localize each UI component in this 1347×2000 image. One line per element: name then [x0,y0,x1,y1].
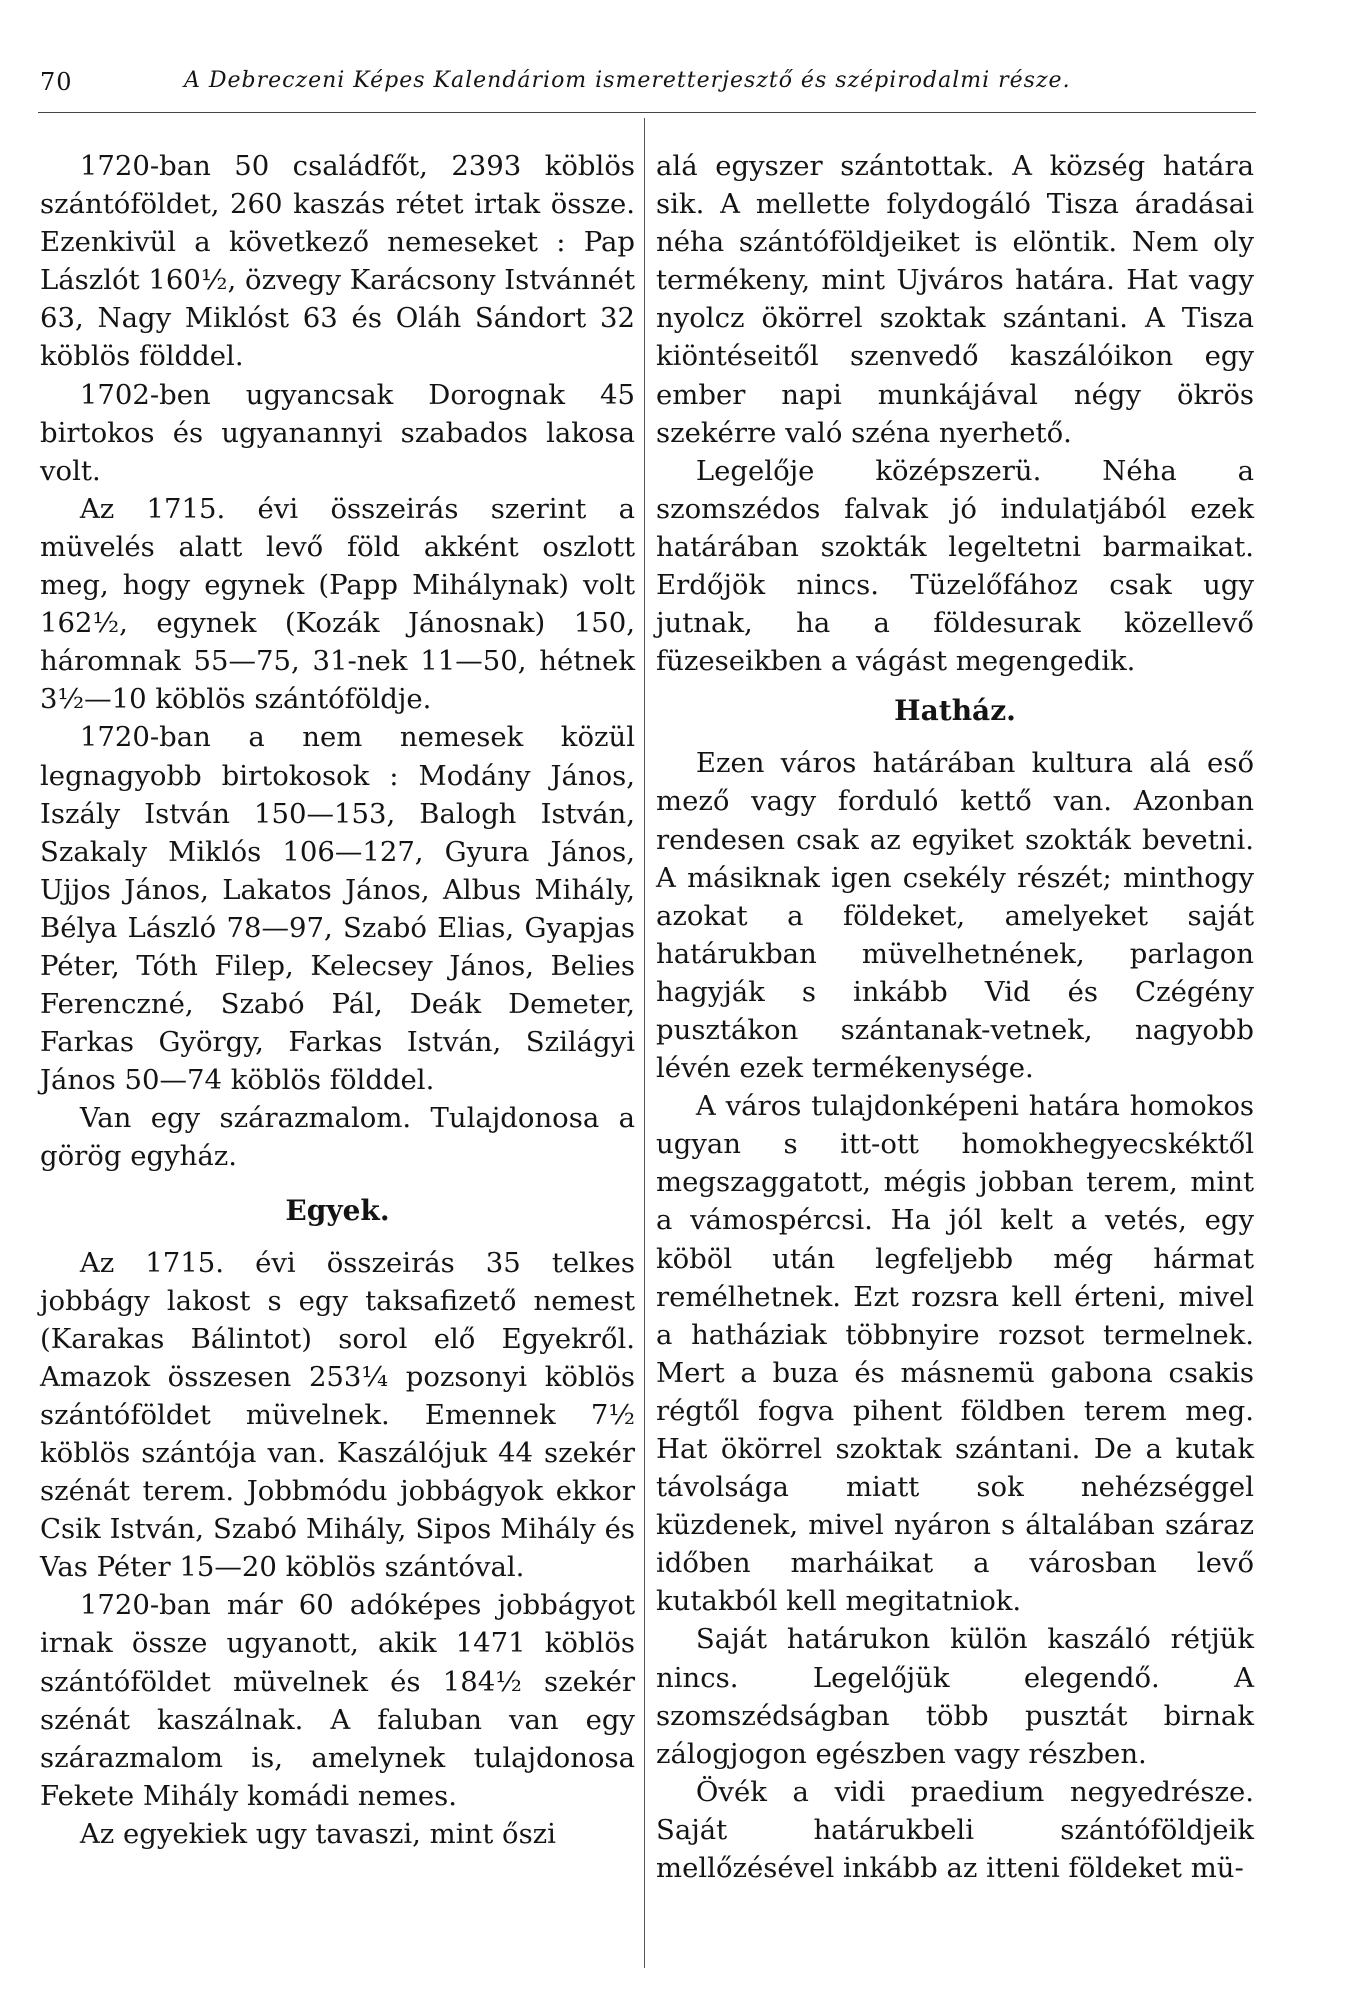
paragraph: 1720-ban 50 családfőt, 2393 köblös szántóföldet, 260 kaszás rétet irtak össze. Ezenkivül a következő nemeseket : Pap Lászlót 160½, özvegy Karácsony Istvánnét 63, Nagy Miklóst 63 és Oláh Sándort 32 köblös földdel. [40,150,636,373]
paragraph: Az 1715. évi összeirás 35 telkes jobbágy lakost s egy taksafizető nemest (Karakas Bálintot) sorol elő Egyekről. Amazok összesen 253¼ pozsonyi köblös szántóföldet müvelnek. Emennek 7½ köblös szántója van. Kaszálójuk 44 szekér szénát terem. Jobbmódu jobbágyok ekkor Csik István, Szabó Mihály, Sipos Mihály és Vas Péter 15—20 köblös szántóval. [40,1246,635,1584]
header-rule [38,112,1256,113]
paragraph: alá egyszer szántottak. A község határa sik. A mellette folydogáló Tisza áradásai néha szántóföldjeiket is elöntik. Nem oly termékeny, mint Ujváros határa. Hat vagy nyolcz ökörrel szoktak szántani. A Tisza kiöntéseitől szenvedő kaszálóikon egy ember napi munkájával négy ökrös szekérre való széna nyerhető. [656,150,1254,449]
paragraph: Övék a vidi praedium negyedrésze. Saját határukbeli szántóföldjeik mellőzésével inkább az itteni földeket mü- [656,1775,1254,1885]
paragraph: Saját határukon külön kaszáló rétjük nincs. Legelőjük elegendő. A szomszédságban több pusztát birnak zálogjogon egészben vagy részben. [656,1623,1254,1770]
paragraph: 1702-ben ugyancsak Dorognak 45 birtokos és ugyanannyi szabados lakosa volt. [40,378,635,487]
paragraph: A város tulajdonképeni határa homokos ugyan s itt-ott homokhegyecskéktől megszaggatott, mégis jobban terem, mint a vámospércsi. Ha jól kelt a vetés, egy köböl után legfeljebb még hármat remélhetnek. Ezt rozsra kell érteni, mivel a hatháziak többnyire rozsot termelnek. Mert a buza és másnemü gabona csakis régtől fogva pihent földben terem meg. Hat ökörrel szoktak szántani. De a kutak távolsága miatt sok nehézséggel küzdenek, mivel nyáron s általában száraz időben marháikat a városban levő kutakból kell megitatniok. [656,1090,1254,1618]
paragraph: Van egy szárazmalom. Tulajdonosa a görög egyház. [40,1102,635,1173]
column-divider [644,118,645,1968]
paragraph: 1720-ban már 60 adóképes jobbágyot irnak össze ugyanott, akik 1471 köblös szántóföldet müvelnek és 184½ szekér szénát kaszálnak. A faluban van egy szárazmalom is, amelynek tulajdonosa Fekete Mihály komádi nemes. [40,1589,635,1812]
left-column [40,147,635,1853]
paragraph: Legelője középszerü. Néha a szomszédos falvak jó indulatjából ezek határában szokták legeltetni barmaikat. Erdőjök nincs. Tüzelőfához csak ugy jutnak, ha a földesurak közellevő füzeseikben a vágást megengedik. [656,454,1254,678]
running-title: A Debreczeni Képes Kalendáriom ismeretterjesztő és szépirodalmi része. [184,68,1071,93]
paragraph: 1720-ban a nem nemesek közül legnagyobb birtokosok : Modány János, Iszály István 150—153, Balogh István, Szakaly Miklós 106—127, Gyura János, Ujjos János, Lakatos János, Albus Mihály, Bélya László 78—97, Szabó Elias, Gyapjas Péter, Tóth Filep, Kelecsey János, Belies Ferenczné, Szabó Pál, Deák Demeter, Farkas György, Farkas István, Szilágyi János 50—74 köblös földdel. [40,721,635,1097]
section-heading-egyek: Egyek. [285,1193,390,1227]
paragraph: Ezen város határában kultura alá eső mező vagy forduló kettő van. Azonban rendesen csak az egyiket szokták bevetni. A másiknak igen csekély részét; minthogy azokat a földeket, amelyeket saját határukban müvelhetnének, parlagon hagyják s inkább Vid és Czégény pusztákon szántanak-vetnek, nagyobb lévén ezek termékenysége. [656,747,1254,1085]
page-number: 70 [40,68,73,96]
right-column [656,147,1254,1887]
section-heading-hathaz: Hatház. [894,694,1016,728]
paragraph: Az egyekiek ugy tavaszi, mint őszi [79,1817,556,1850]
paragraph: Az 1715. évi összeirás szerint a müvelés alatt levő föld akként oszlott meg, hogy egynek (Papp Mihálynak) volt 162½, egynek (Kozák Jánosnak) 150, háromnak 55—75, 31-nek 11—50, hétnek 3½—10 köblös szántóföldje. [40,492,635,716]
